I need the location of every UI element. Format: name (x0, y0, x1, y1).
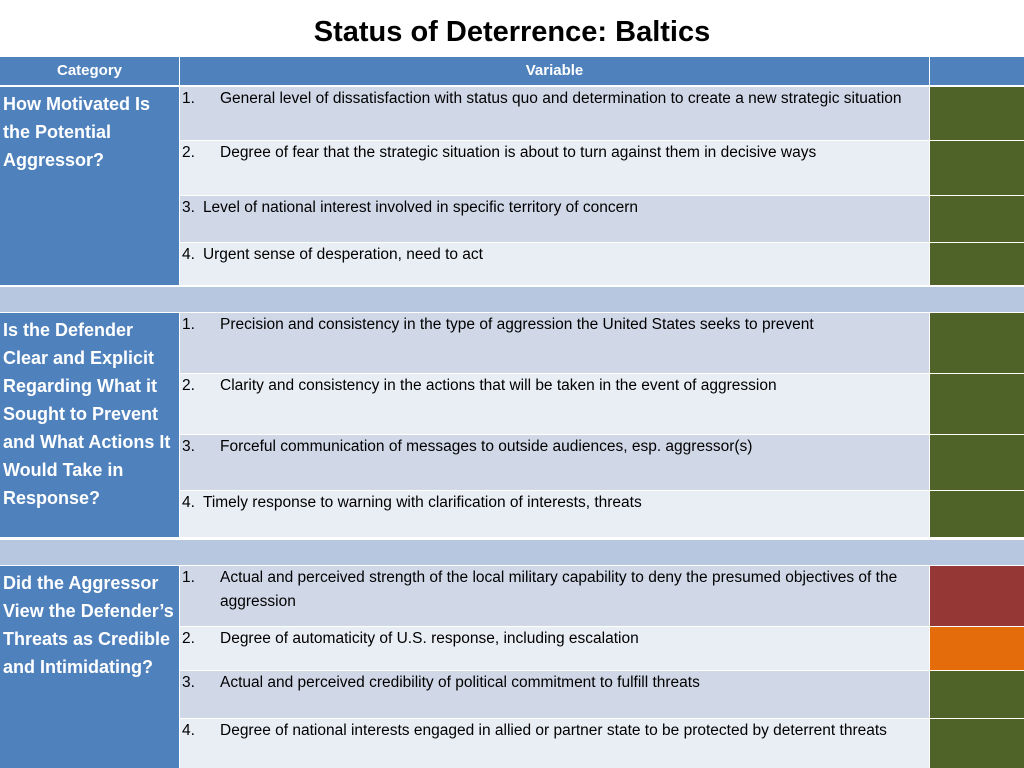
variable-number: 2. (182, 377, 195, 394)
variable-row (180, 566, 929, 626)
variable-row (180, 719, 929, 768)
variable-text: Actual and perceived strength of the local military capability to deny the presumed objectives of the aggression (220, 569, 898, 610)
status-indicator (930, 566, 1024, 626)
variable-row (180, 491, 929, 537)
header-status (930, 57, 1024, 85)
status-indicator (930, 87, 1024, 140)
variable-number: 3. (182, 674, 195, 691)
status-indicator (930, 627, 1024, 670)
status-indicator (930, 141, 1024, 195)
variable-text: Clarity and consistency in the actions that will be taken in the event of aggression (220, 377, 777, 394)
variable-row (180, 671, 929, 718)
status-indicator (930, 719, 1024, 768)
header-variable: Variable (180, 57, 929, 85)
section-separator (0, 540, 1024, 565)
status-indicator (930, 313, 1024, 373)
status-indicator (930, 243, 1024, 285)
page-title: Status of Deterrence: Baltics (313, 16, 711, 48)
variable-row (180, 196, 929, 242)
variable-number: 3. (182, 438, 195, 455)
section-separator (0, 287, 1024, 312)
variable-number: 1. (182, 90, 195, 107)
variable-number: 1. (182, 316, 195, 333)
status-indicator (930, 671, 1024, 718)
variable-text: Urgent sense of desperation, need to act (202, 246, 483, 263)
variable-number: 1. (182, 569, 195, 586)
header-category: Category (0, 57, 179, 85)
variable-number: 4. (182, 494, 195, 511)
variable-row (180, 87, 929, 140)
variable-number: 4. (182, 722, 195, 739)
variable-number: 2. (182, 144, 195, 161)
variable-text: Level of national interest involved in specific territory of concern (202, 199, 639, 216)
variable-text: Degree of automaticity of U.S. response, including escalation (220, 630, 639, 647)
variable-number: 4. (182, 246, 195, 263)
status-indicator (930, 435, 1024, 490)
variable-text: Degree of fear that the strategic situation is about to turn against them in decisive ways (220, 144, 817, 161)
variable-text: General level of dissatisfaction with status quo and determination to create a new strategic situation (220, 90, 902, 107)
variable-text: Forceful communication of messages to outside audiences, esp. aggressor(s) (220, 438, 753, 455)
category-cell: Did the Aggressor View the Defender’s Threats as Credible and Intimidating? (0, 566, 179, 768)
variable-number: 3. (182, 199, 195, 216)
status-indicator (930, 196, 1024, 242)
status-indicator (930, 374, 1024, 434)
variable-number: 2. (182, 630, 195, 647)
variable-text: Actual and perceived credibility of political commitment to fulfill threats (220, 674, 700, 691)
category-cell: How Motivated Is the Potential Aggressor? (0, 87, 179, 285)
variable-text: Degree of national interests engaged in allied or partner state to be protected by deterrent threats (220, 722, 887, 739)
variable-text: Timely response to warning with clarification of interests, threats (202, 494, 642, 511)
variable-row (180, 435, 929, 490)
variable-row (180, 141, 929, 195)
category-cell: Is the Defender Clear and Explicit Regarding What it Sought to Prevent and What Actions It Would Take in Response? (0, 313, 179, 537)
variable-row (180, 627, 929, 670)
variable-row (180, 374, 929, 434)
variable-text: Precision and consistency in the type of aggression the United States seeks to prevent (220, 316, 814, 333)
variable-row (180, 243, 929, 285)
variable-row (180, 313, 929, 373)
status-indicator (930, 491, 1024, 537)
